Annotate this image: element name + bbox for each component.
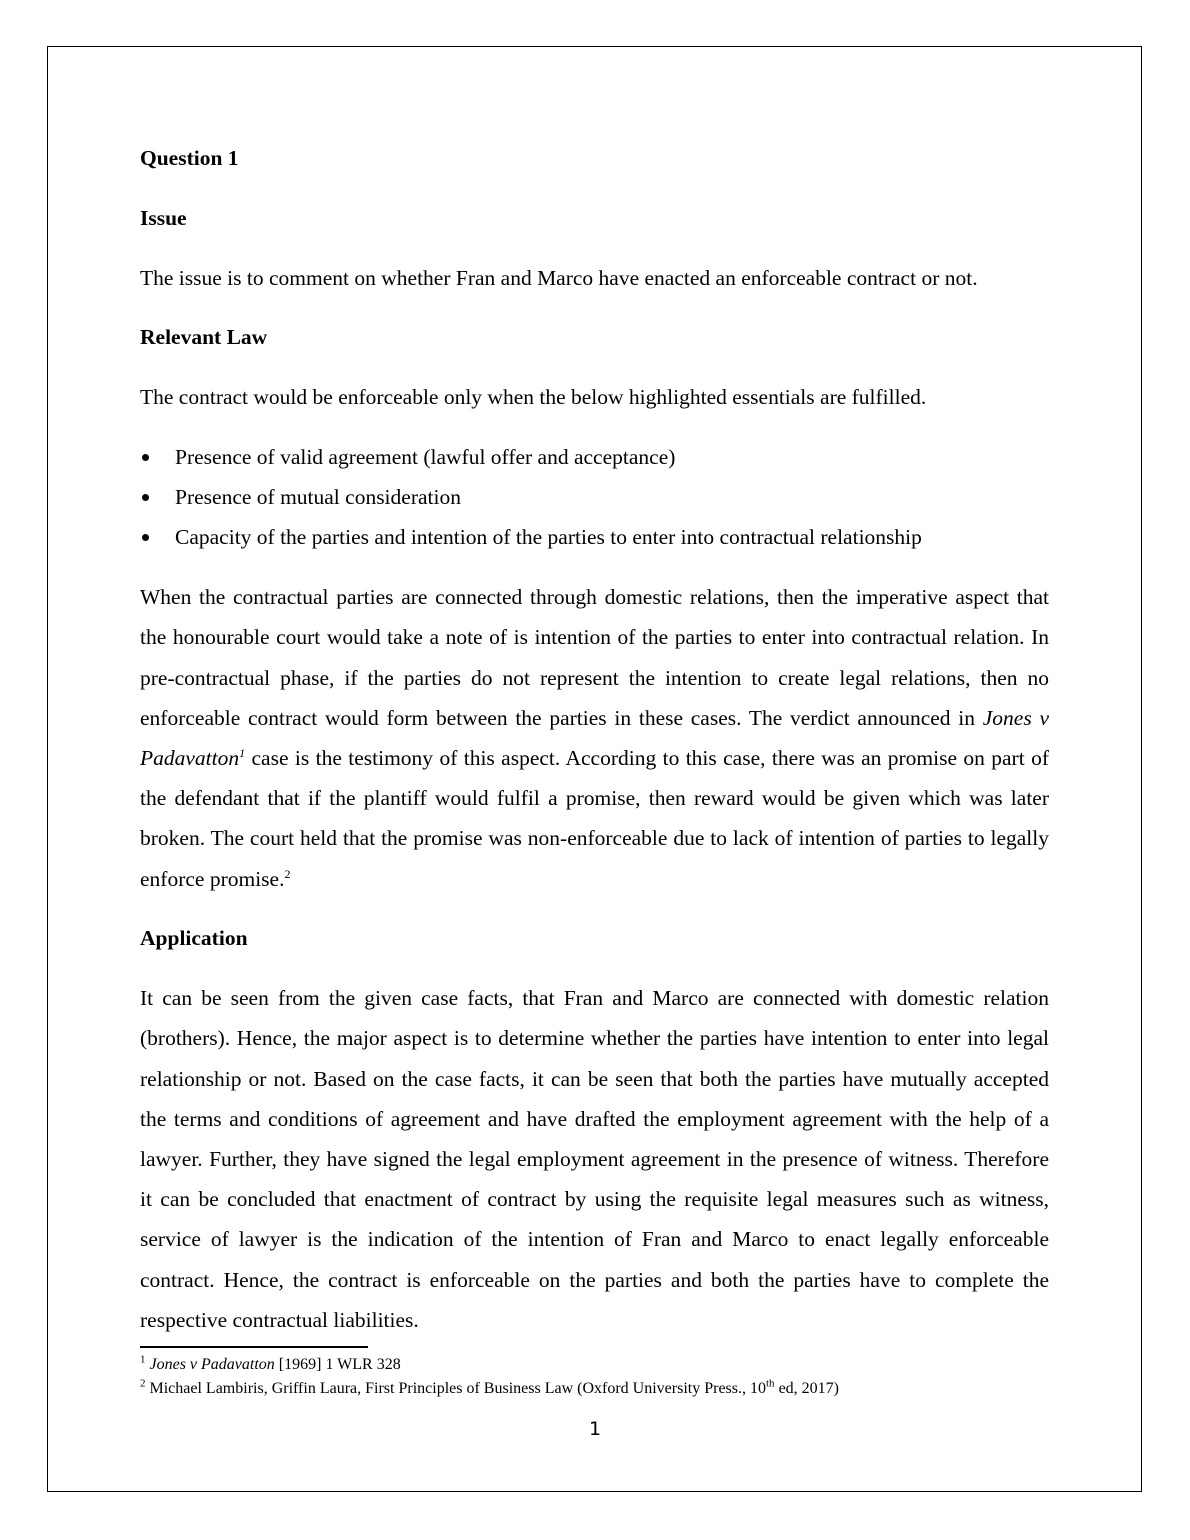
bullet-icon	[142, 454, 149, 461]
list-item-text: Capacity of the parties and intention of the parties to enter into contractual relationship	[175, 525, 922, 550]
list-item	[140, 477, 1049, 517]
case-name: Jones v Padavatton	[140, 705, 1049, 770]
law-paragraph	[140, 577, 1049, 899]
footnote-marker: 2	[140, 1377, 146, 1390]
footnote-ordinal: th	[766, 1377, 775, 1390]
law-intro: The contract would be enforceable only when the below highlighted essentials are fulfilled.	[140, 385, 927, 410]
footnote-2	[140, 1377, 1049, 1401]
page-number: 1	[588, 1418, 602, 1440]
question-heading: Question 1	[140, 146, 239, 170]
footnotes	[140, 1353, 1049, 1401]
law-text-after-case: case is the testimony of this aspect. According to this case, there was an promise on part of the defendant that if the plantiff would fulfil a promise, then reward would be given which was later broken. The court held that the promise was non-enforceable due to lack of intention of parties to legally enforce promise.	[140, 746, 1049, 891]
application-text: It can be seen from the given case facts, that Fran and Marco are connected with domestic relation (brothers). Hence, the major aspect is to determine whether the parties have intention to enter into legal relationship or not. Based on the case facts, it can be seen that both the parties have mutually accepted the terms and conditions of agreement and have drafted the employment agreement with the help of a lawyer. Further, they have signed the legal employment agreement in the presence of witness. Therefore it can be concluded that enactment of contract by using the requisite legal measures such as witness, service of lawyer is the indication of the intention of Fran and Marco to enact legally enforceable contract. Hence, the contract is enforceable on the parties and both the parties have to complete the respective contractual liabilities.	[140, 986, 1049, 1332]
footnote-citation: [1969] 1 WLR 328	[274, 1356, 401, 1373]
footnote-separator	[140, 1346, 368, 1348]
list-item-text: Presence of valid agreement (lawful offer and acceptance)	[175, 444, 676, 469]
application-heading: Application	[140, 926, 248, 951]
document-body	[140, 138, 1049, 1360]
footnote-ref-1[interactable]: 1	[239, 745, 246, 760]
footnote-case-name: Jones v Padavatton	[149, 1356, 275, 1373]
essentials-list	[140, 437, 1049, 558]
list-item	[140, 517, 1049, 557]
bullet-icon	[142, 494, 149, 501]
relevant-law-heading: Relevant Law	[140, 325, 268, 350]
issue-text: The issue is to comment on whether Fran and Marco have enacted an enforceable contract or not.	[140, 265, 978, 290]
footnote-ref-2[interactable]: 2	[284, 866, 291, 881]
footnote-text-end: ed, 2017)	[774, 1380, 839, 1397]
list-item-text: Presence of mutual consideration	[175, 485, 461, 510]
law-text-before-case: When the contractual parties are connected through domestic relations, then the imperative aspect that the honourable court would take a note of is intention of the parties to enter into contractual relation. In pre-contractual phase, if the parties do not represent the intention to create legal relations, then no enforceable contract would form between the parties in these cases. The verdict announced in	[140, 585, 1049, 730]
issue-heading: Issue	[140, 205, 187, 230]
footnote-text: Michael Lambiris, Griffin Laura, First Principles of Business Law (Oxford University Press., 10	[149, 1380, 766, 1397]
list-item	[140, 437, 1049, 477]
footnote-marker: 1	[140, 1353, 146, 1366]
footnote-1	[140, 1353, 1049, 1377]
bullet-icon	[142, 534, 149, 541]
